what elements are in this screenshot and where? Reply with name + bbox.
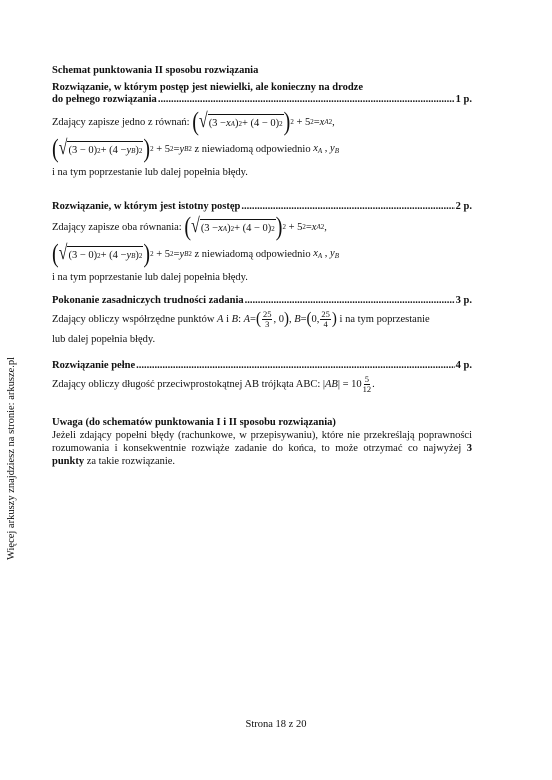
s1-heading-line1: Rozwiązanie, w którym postęp jest niewielki, ale konieczny na drodze (52, 82, 363, 93)
s1-conclusion: i na tym poprzestanie lub dalej popełnia błędy. (52, 167, 248, 178)
note-body-text-1: Jeżeli zdający popełni błędy (rachunkowe, w przepisywaniu), które nie przekreślają poprawności rozumowania i konsekwentnie rozwiąże zadanie do końca, to może otrzymać co najwyżej (52, 430, 472, 454)
s1-leader-dots (158, 94, 455, 105)
equation-b-y: ( √ (3 − 0) 2 + (4 − y B ) 2 ) 2 + 5 2 = y B 2 (52, 134, 192, 164)
s3-tail-text: i na tym poprzestanie (339, 313, 430, 325)
s3-conclusion: lub dalej popełnia błędy. (52, 334, 156, 345)
scoring-content (52, 60, 472, 468)
s2-equation-line1 (52, 212, 472, 242)
s1-unknowns: $x_A$ , $y_B$ (313, 143, 339, 155)
page-footer: Strona 18 z 20 (245, 719, 307, 730)
s3-heading-text: Pokonanie zasadniczych trudności zadania (52, 295, 244, 306)
s4-result-line (52, 374, 472, 394)
s1-equation-line2 (52, 134, 472, 164)
s2-leader-dots (241, 201, 454, 212)
s2-equation-line2 (52, 239, 472, 269)
s4-heading-text: Rozwiązanie pełne (52, 360, 136, 371)
s2-points: 2 p. (455, 201, 472, 212)
s4-intro-text: Zdający obliczy długość przeciwprostokątnej AB trójkąta ABC: (52, 378, 321, 390)
s3-leader-dots (245, 295, 455, 306)
s3-intro-text: Zdający obliczy współrzędne punktów (52, 313, 215, 325)
s1-equation-line1 (52, 107, 472, 137)
scheme-title: Schemat punktowania II sposobu rozwiązania (52, 65, 259, 76)
s4-leader-dots (136, 360, 455, 371)
s2-unknowns: $x_A$ , $y_B$ (313, 248, 339, 260)
note-body-bold: 3 punkty (52, 443, 472, 467)
point-b-coordinates: B = ( 0, $\frac{25}{4}$ ) (294, 308, 337, 329)
note-body-text-2: za takie rozwiązanie. (84, 456, 176, 467)
s3-points: 3 p. (455, 295, 472, 306)
s1-points: 1 p. (455, 94, 472, 105)
s1-intro-text: Zdający zapisze jedno z równań: (52, 116, 190, 128)
equation-b-y: ( √ (3 − 0) 2 + (4 − y B ) 2 ) 2 + 5 2 = y B 2 (52, 239, 192, 269)
s2-intro-text: Zdający zapisze oba równania: (52, 221, 182, 233)
hypotenuse-length: | AB | = 10 $\frac{5}{12}$ . (322, 373, 375, 394)
equation-a-x: ( √ (3 − x A ) 2 + (4 − 0) 2 ) 2 + 5 2 = x A 2 , (192, 107, 335, 137)
s2-conclusion: i na tym poprzestanie lub dalej popełnia błędy. (52, 272, 248, 283)
s1-heading-line2 (52, 94, 472, 105)
s2-heading-line (52, 201, 472, 212)
s4-points: 4 p. (455, 360, 472, 371)
side-watermark-text: Więcej arkuszy znajdziesz na stronie: arkusze.pl (6, 356, 17, 560)
s2-unknown-note: z niewiadomą odpowiednio (194, 248, 311, 260)
s2-heading-text: Rozwiązanie, w którym jest istotny postęp (52, 201, 241, 212)
s4-heading-line (52, 360, 472, 371)
note-heading: Uwaga (do schematów punktowania I i II sposobu rozwiązania) (52, 417, 336, 428)
equation-a-x: ( √ (3 − x A ) 2 + (4 − 0) 2 ) 2 + 5 2 = x A 2 , (184, 212, 327, 242)
s3-heading-line (52, 295, 472, 306)
note-body (52, 429, 472, 468)
point-a-coordinates: A = ( $\frac{25}{3}$ , 0 ) (243, 308, 289, 329)
s1-heading-text: do pełnego rozwiązania (52, 94, 157, 105)
s3-coordinates-line: Zdający obliczy współrzędne punktów A i B : A = ( $\frac{25}{3}$ , 0 ) , B = ( 0, $\frac{25}{4}$ ) i na tym poprzestanie (52, 308, 430, 329)
s1-unknown-note: z niewiadomą odpowiednio (194, 143, 311, 155)
